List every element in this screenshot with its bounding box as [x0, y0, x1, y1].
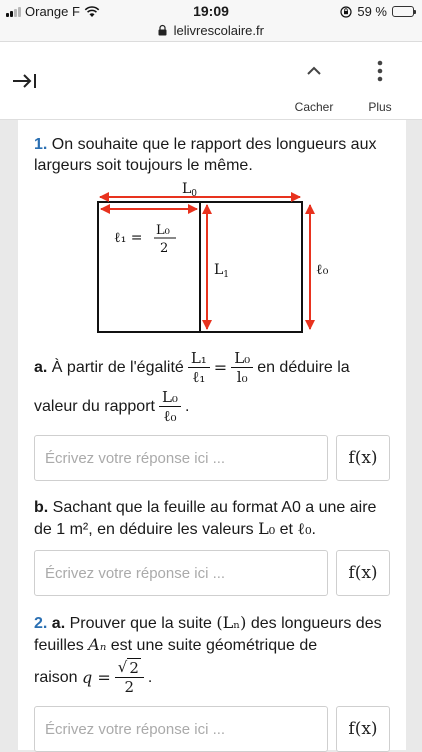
battery-icon — [392, 6, 414, 17]
clock: 19:09 — [193, 3, 229, 19]
chevron-up-icon — [306, 66, 322, 76]
carrier-name: Orange F — [25, 4, 80, 19]
label-L0: $L_0$ — [182, 181, 198, 199]
equals-sign: = — [213, 358, 228, 377]
fraction-L0-l0-ratio: $\frac{\text{L₀}}{\text{ℓ₀}}$ — [159, 388, 181, 425]
orientation-lock-icon — [340, 6, 352, 18]
collapse-panel-icon[interactable] — [12, 70, 38, 92]
question-1b — [34, 497, 390, 596]
formula-button-2a[interactable]: f(x) — [336, 706, 390, 752]
formula-button-1b[interactable]: f(x) — [336, 550, 390, 596]
ratio-den: 2 — [124, 678, 135, 696]
period: . — [147, 668, 153, 686]
battery-percent: 59 % — [357, 4, 387, 19]
label-l0: ℓ₀ — [316, 262, 329, 278]
question-1-number: 1. — [34, 136, 48, 153]
answer-row-2a — [34, 706, 390, 752]
question-1b-text — [34, 497, 390, 540]
question-1b-statement: Sachant que la feuille au format A0 a une aire de 1 m², en déduire les valeurs — [34, 499, 377, 538]
question-1a-label: a. — [34, 359, 48, 376]
url-text: lelivrescolaire.fr — [173, 23, 264, 39]
more-label: Plus — [368, 100, 392, 114]
question-2a-text — [34, 612, 390, 656]
conj-et: et — [279, 521, 293, 538]
var-l0: ℓ₀ — [297, 519, 312, 538]
fraction-L0-l0: $\frac{\text{L₀}}{\text{l₀}}$ — [231, 349, 253, 386]
hide-label: Cacher — [294, 100, 334, 114]
status-bar — [0, 0, 422, 22]
answer-input-1a[interactable] — [34, 435, 328, 481]
question-1-statement: On souhaite que le rapport des longueurs aux largeurs soit toujours le même. — [34, 136, 377, 174]
formula-button-1a[interactable]: f(x) — [336, 435, 390, 481]
exercise-content — [18, 120, 406, 750]
more-vertical-icon — [377, 60, 383, 82]
question-1a-line2-text: valeur du rapport — [34, 398, 155, 415]
var-L0: L₀ — [258, 519, 276, 538]
url-bar[interactable] — [0, 22, 422, 42]
answer-input-1b[interactable] — [34, 550, 328, 596]
paper-format-diagram — [76, 181, 329, 332]
fraction-L1-l1: $\frac{\text{L₁}}{\text{ℓ₁}}$ — [188, 349, 210, 386]
reader-toolbar — [0, 42, 422, 120]
question-1a-line2 — [34, 388, 390, 425]
period: . — [184, 398, 190, 415]
question-2a-text1: Prouver que la suite — [69, 615, 212, 632]
question-1-text — [34, 134, 390, 176]
answer-input-2a[interactable] — [34, 706, 328, 752]
more-button[interactable] — [350, 56, 410, 114]
question-2a-text3: est une suite géométrique de — [110, 637, 318, 654]
fraction-sqrt2-2 — [115, 658, 144, 696]
lock-icon — [158, 25, 167, 36]
question-1a-line1 — [34, 349, 390, 386]
question-2a-line-ratio — [34, 658, 390, 696]
answer-row-1a — [34, 435, 390, 481]
label-l1-den: 2 — [160, 241, 169, 256]
answer-row-1b — [34, 550, 390, 596]
question-1a-text-after: en déduire la — [257, 359, 350, 376]
hide-button[interactable] — [284, 56, 344, 114]
label-L1: $L_1$ — [214, 262, 230, 280]
sqrt-arg: 2 — [129, 659, 139, 677]
label-l1-eq: ℓ₁ = — [114, 230, 143, 246]
question-2-number: 2. — [34, 615, 48, 632]
period: . — [311, 521, 316, 538]
ratio-q: q = — [82, 667, 111, 687]
ratio-word: raison — [34, 668, 78, 686]
question-2a-label: a. — [51, 615, 66, 632]
question-1b-label: b. — [34, 499, 49, 516]
battery-group — [340, 4, 414, 19]
sheet-An: Aₙ — [88, 635, 107, 654]
sequence-Ln: (Lₙ) — [216, 613, 247, 632]
question-2a — [34, 612, 390, 752]
sqrt-symbol: √ 2 — [117, 658, 139, 677]
question-1a-text-before: À partir de l'égalité — [51, 359, 184, 376]
question-1a — [34, 349, 390, 481]
label-l1-num: L₀ — [156, 223, 170, 238]
question-2a-text2: des longueurs des feuilles — [34, 615, 382, 654]
